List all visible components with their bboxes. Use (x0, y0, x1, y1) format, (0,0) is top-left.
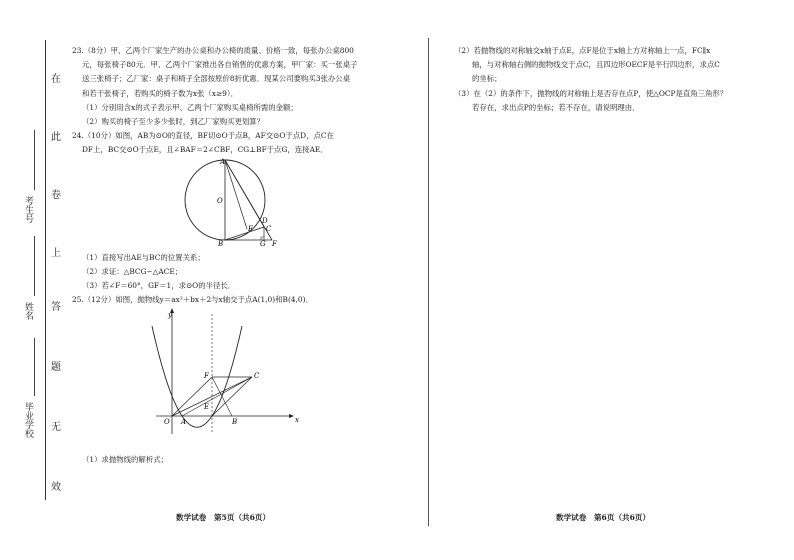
label-c: C (254, 371, 260, 380)
q23-sub2: （2）购买的椅子至少多少张时，到乙厂家购买更划算？ (82, 117, 265, 127)
x-axis-arrow (289, 414, 294, 418)
q24-line: DF上，BC交⊙O于点E，且∠BAF＝2∠CBF，CG⊥BF于点G，连接AE． (82, 145, 328, 155)
label-o: O (164, 417, 170, 426)
q23-line: 送三张椅子；乙厂家：桌子和椅子全部按原价8折优惠．现某公司要购买3张办公桌 (82, 74, 351, 84)
seal-char: 答 (51, 302, 61, 313)
label-f: F (272, 239, 277, 246)
q24-sub3: （3）若∠F＝60°，GF＝1，求⊙O的半径长． (82, 281, 236, 291)
label-g: G (260, 239, 266, 246)
label-o: O (217, 196, 223, 205)
q25-parabola-figure (72, 308, 392, 448)
q23-sub1: （1）分别用含x的式子表示甲、乙两个厂家购买桌椅所需的金额； (82, 102, 298, 112)
footer-page-6: 数学试卷 第6页（共6页） (556, 513, 651, 522)
q25-sub2-line: （2）若抛物线的对称轴交x轴于点E，点F是位于x轴上方对称轴上一点，FC∥x (454, 46, 711, 55)
q23-head: 23.（8分）甲、乙两个厂家生产的办公桌和办公椅的质量、价格一致，每张办公桌800 (72, 46, 354, 55)
label-c: C (266, 224, 272, 233)
q24-sub2: （2）求证：△BCG∽△ACE； (82, 267, 183, 277)
exam-number-label: 考生号 (23, 196, 33, 223)
label-y: y (168, 310, 172, 319)
binding-strip (0, 0, 70, 560)
label-b: B (232, 417, 238, 426)
label-x: x (295, 415, 299, 424)
q25-sub3-line: 若存在，求出点P的坐标；若不存在，请说明理由． (472, 102, 640, 112)
q24-circle-figure (72, 158, 392, 246)
binding-line (45, 40, 46, 500)
line-bc (225, 224, 264, 240)
name-line (34, 236, 35, 296)
line-ac (225, 160, 264, 227)
seal-char: 上 (51, 248, 61, 259)
parabola-curve (152, 326, 242, 427)
column-divider (428, 38, 429, 526)
right-column (454, 44, 776, 115)
footer-page-5: 数学试卷 第5页（共6页） (176, 513, 271, 522)
label-b: B (218, 239, 224, 246)
exam-number-line (34, 130, 35, 190)
seal-char: 在 (51, 74, 61, 85)
q25-head: 25.（12分）如图，抛物线y＝ax²＋bx＋2与x轴交于点A(1,0)和B(4,0)． (72, 295, 313, 305)
q25-sub3-line: （3）在（2）的条件下，抛物线的对称轴上是否存在点P，使△OCP是直角三角形？ (454, 88, 728, 98)
segment-ec (212, 377, 252, 416)
q23-line: 元，每张椅子80元．甲、乙两个厂家推出各自销售的优惠方案，甲厂家：买一张桌子 (82, 60, 358, 70)
line-ae (225, 160, 247, 229)
name-label: 姓名 (23, 302, 33, 320)
label-e: E (204, 402, 210, 411)
seal-char: 效 (51, 482, 61, 493)
school-line (34, 338, 35, 396)
q25-sub2-line: 的坐标； (472, 74, 502, 84)
label-f: F (204, 371, 209, 380)
label-d: D (262, 216, 268, 225)
label-a: A (181, 417, 187, 426)
q25-sub1: （1）求抛物线的解析式； (82, 454, 169, 464)
label-a: A (220, 157, 226, 166)
seal-char: 卷 (51, 190, 61, 201)
label-e: E (248, 224, 254, 233)
school-label: 毕业学校 (23, 402, 33, 438)
left-column (72, 44, 392, 467)
seal-char: 题 (51, 362, 61, 373)
q24-sub1: （1）直接写出AE与BC的位置关系； (82, 252, 205, 262)
seal-char: 无 (51, 422, 61, 433)
q25-sub2-line: 轴，与对称轴右侧的抛物线交于点C，且四边形OECF是平行四边形，求点C (472, 60, 720, 70)
q24-head: 24.（10分）如图，AB为⊙O的直径，BF切⊙O于点B，AF交⊙O于点D，点C在 (72, 131, 334, 141)
q23-line: 和若干张椅子，若购买的椅子数为x张（x≥9）． (82, 88, 238, 98)
seal-char: 此 (51, 132, 61, 143)
